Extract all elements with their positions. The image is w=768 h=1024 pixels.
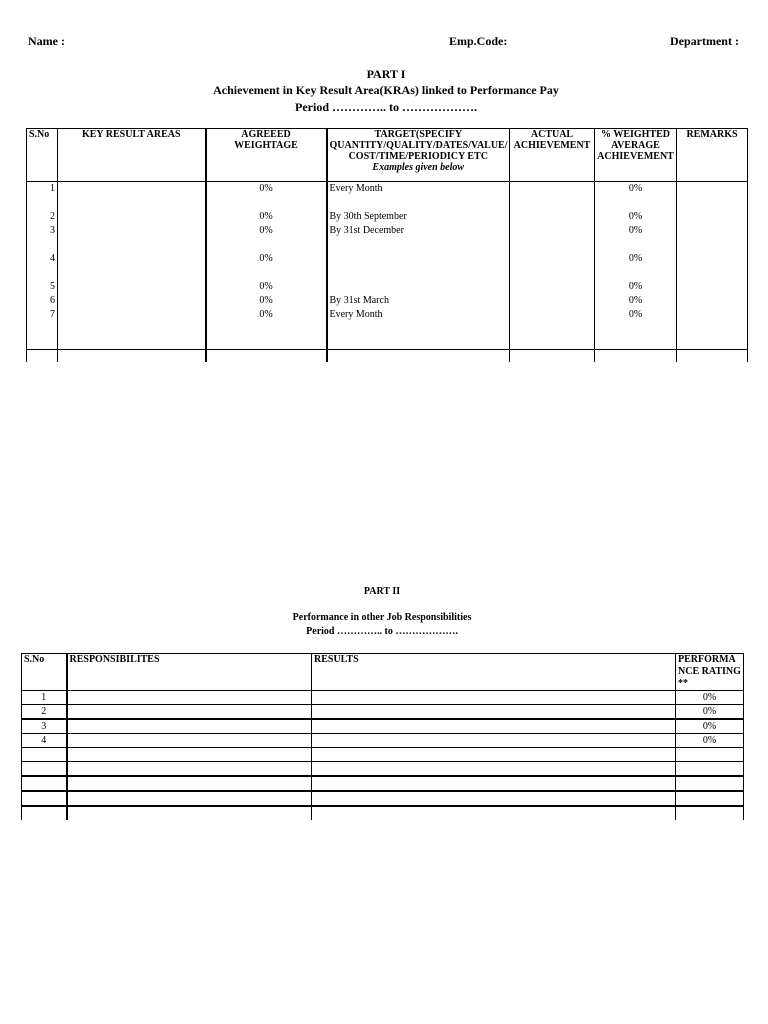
responsibilities-table [21, 653, 744, 820]
result-cell[interactable] [312, 791, 676, 806]
responsibility-cell[interactable] [67, 762, 312, 777]
weighted-value: 0% [628, 309, 643, 320]
sno-cell [22, 806, 67, 820]
col-target-header [327, 129, 510, 182]
weightage-value: 0% [259, 225, 273, 236]
table-row [22, 806, 744, 820]
sno-cell [22, 762, 67, 777]
blank-cell [595, 350, 677, 362]
name-label: Name : [28, 34, 65, 48]
responsibility-cell[interactable] [67, 748, 312, 762]
department-label: Department : [670, 34, 739, 48]
table-row [22, 705, 744, 720]
col-kra-header: KEY RESULT AREAS [58, 129, 206, 182]
table-row: 6 [50, 295, 55, 306]
weighted-value: 0% [628, 183, 643, 194]
table-row [22, 791, 744, 806]
col-remarks-header: REMARKS [677, 129, 748, 182]
rating-value: 0% [676, 705, 744, 720]
target-value [330, 252, 508, 266]
table-row: 3 [50, 225, 55, 236]
col-results-header: RESULTS [312, 654, 676, 691]
part2-subtitle: Performance in other Job Responsibilities [292, 612, 472, 623]
weighted-value: 0% [628, 225, 643, 236]
table-row: 4 [50, 253, 55, 264]
target-value: By 31st March [329, 295, 389, 306]
emp-code-label: Emp.Code: [449, 34, 508, 48]
weightage-value: 0% [259, 295, 273, 306]
responsibility-cell[interactable] [67, 776, 312, 791]
weighted-value: 0% [628, 295, 643, 306]
rating-value: 0% [676, 734, 744, 748]
weightage-value: 0% [259, 309, 273, 320]
kra-cell[interactable] [58, 182, 206, 350]
weighted-value: 0% [628, 211, 643, 222]
target-header-note: Examples given below [372, 162, 465, 173]
table-row [22, 748, 744, 762]
blank-cell [327, 350, 510, 362]
rating-cell[interactable] [676, 762, 744, 777]
table-row [22, 734, 744, 748]
result-cell[interactable] [312, 691, 676, 705]
sno-value: 3 [22, 719, 67, 734]
result-cell[interactable] [312, 705, 676, 720]
target-value: Every Month [329, 309, 383, 320]
weighted-value: 0% [628, 253, 643, 264]
sno-value: 1 [22, 691, 67, 705]
blank-cell [27, 350, 58, 362]
rating-cell[interactable] [676, 776, 744, 791]
part1-period: Period ………….. to ………………. [295, 100, 477, 114]
kra-blank-row [27, 350, 748, 362]
target-value: Every Month [329, 183, 383, 194]
rating-value: 0% [676, 691, 744, 705]
part2-period: Period ………….. to ………………. [306, 626, 458, 637]
table-row: 2 [50, 211, 55, 222]
responsibility-cell[interactable] [67, 734, 312, 748]
responsibility-cell[interactable] [67, 806, 312, 820]
col-rating-header: PERFORMANCE RATING** [676, 654, 744, 691]
blank-cell [510, 350, 595, 362]
table-row [22, 776, 744, 791]
weighted-cell [595, 182, 677, 350]
blank-cell [206, 350, 327, 362]
rating-cell[interactable] [676, 806, 744, 820]
target-cell[interactable] [327, 182, 510, 350]
sno-value: 4 [22, 734, 67, 748]
sno-cell [22, 748, 67, 762]
col-weighted-header: % WEIGHTED AVERAGE ACHIEVEMENT [595, 129, 677, 182]
kra-body-row [27, 182, 748, 350]
part2-heading: PART II [363, 586, 401, 597]
actual-cell[interactable] [510, 182, 595, 350]
responsibility-cell[interactable] [67, 705, 312, 720]
part1-heading: PART I [366, 67, 406, 81]
blank-cell [677, 350, 748, 362]
weightage-value: 0% [259, 183, 273, 194]
blank-cell [58, 350, 206, 362]
target-header-text: TARGET(SPECIFY QUANTITY/QUALITY/DATES/VALUE/ COST/TIME/PERIODICY ETC [329, 129, 508, 162]
weightage-value: 0% [259, 253, 273, 264]
responsibility-cell[interactable] [67, 691, 312, 705]
part1-subtitle: Achievement in Key Result Area(KRAs) linked to Performance Pay [213, 83, 559, 97]
table-row [22, 762, 744, 777]
target-value [330, 280, 508, 294]
sno-cell [22, 776, 67, 791]
rating-cell[interactable] [676, 748, 744, 762]
sno-cell [22, 791, 67, 806]
responsibility-cell[interactable] [67, 791, 312, 806]
table-row [22, 691, 744, 705]
responsibility-cell[interactable] [67, 719, 312, 734]
result-cell[interactable] [312, 719, 676, 734]
table-row: 1 [50, 183, 55, 194]
result-cell[interactable] [312, 748, 676, 762]
table-row: 7 [50, 309, 55, 320]
rating-cell[interactable] [676, 791, 744, 806]
result-cell[interactable] [312, 776, 676, 791]
col-sno-header: S.No [27, 129, 58, 182]
col-sno-header: S.No [22, 654, 67, 691]
col-actual-header: ACTUAL ACHIEVEMENT [510, 129, 595, 182]
table-row: 5 [50, 281, 55, 292]
target-value: By 31st December [329, 225, 404, 236]
target-value: By 30th September [329, 211, 407, 222]
col-responsibilities-header: RESPONSIBILITES [67, 654, 312, 691]
result-cell[interactable] [312, 806, 676, 820]
col-weightage-header: AGREEED WEIGHTAGE [206, 129, 327, 182]
remarks-cell[interactable] [677, 182, 748, 350]
weightage-cell[interactable] [206, 182, 327, 350]
sno-value: 2 [22, 705, 67, 720]
result-cell[interactable] [312, 762, 676, 777]
table-row [22, 719, 744, 734]
weightage-value: 0% [259, 211, 273, 222]
result-cell[interactable] [312, 734, 676, 748]
weighted-value: 0% [628, 281, 643, 292]
rating-value: 0% [676, 719, 744, 734]
kra-table [26, 128, 748, 362]
kra-sno-cell [27, 182, 58, 350]
weightage-value: 0% [259, 281, 273, 292]
